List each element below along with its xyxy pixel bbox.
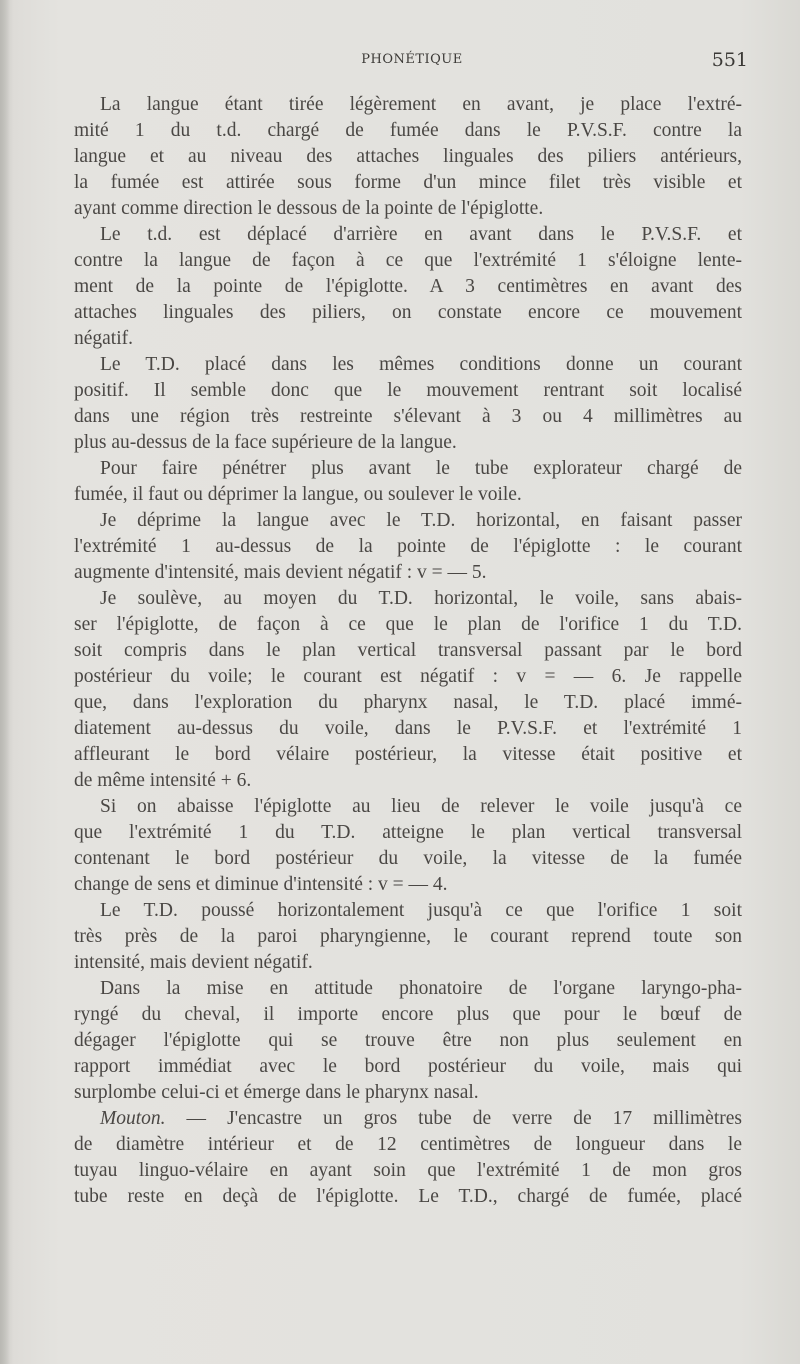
text-line (74, 1028, 742, 1054)
line-text: positif. Il semble donc que le mouvement rentrant soit localisé (74, 380, 742, 401)
text-line (74, 92, 742, 118)
line-text: Le T.D. placé dans les mêmes conditions donne un courant (100, 354, 742, 375)
line-text: postérieur du voile; le courant est négatif : v = — 6. Je rappelle (74, 666, 742, 687)
line-text: ryngé du cheval, il importe encore plus que pour le bœuf de (74, 1004, 742, 1025)
page-number: 551 (711, 49, 748, 71)
line-text: que l'extrémité 1 du T.D. atteigne le plan vertical transversal (74, 822, 742, 843)
text-line (74, 664, 742, 690)
line-text: fumée, il faut ou déprimer la langue, ou soulever le voile. (74, 484, 522, 505)
text-line (74, 1158, 742, 1184)
line-text: de diamètre intérieur et de 12 centimètres de longueur dans le (74, 1134, 742, 1155)
text-line (74, 222, 742, 248)
text-line (74, 274, 742, 300)
line-text: surplombe celui-ci et émerge dans le pharynx nasal. (74, 1082, 479, 1103)
line-text: augmente d'intensité, mais devient négatif : v = — 5. (74, 562, 487, 583)
text-line (74, 586, 742, 612)
line-text: Je soulève, au moyen du T.D. horizontal, le voile, sans abais- (100, 588, 742, 609)
text-line (74, 196, 742, 222)
text-line (74, 300, 742, 326)
line-text: La langue étant tirée légèrement en avant, je place l'extré- (100, 94, 742, 115)
line-text: que, dans l'exploration du pharynx nasal, le T.D. placé immé- (74, 692, 742, 713)
line-text: l'extrémité 1 au-dessus de la pointe de l'épiglotte : le courant (74, 536, 742, 557)
text-line (74, 742, 742, 768)
text-line (74, 534, 742, 560)
line-text: soit compris dans le plan vertical transversal passant par le bord (74, 640, 742, 661)
text-line (74, 794, 742, 820)
text-line (74, 976, 742, 1002)
text-line (74, 248, 742, 274)
text-line (74, 482, 742, 508)
line-text: change de sens et diminue d'intensité : v = — 4. (74, 874, 448, 895)
line-text: ser l'épiglotte, de façon à ce que le plan de l'orifice 1 du T.D. (74, 614, 742, 635)
text-line (74, 690, 742, 716)
text-line (74, 1080, 742, 1106)
line-text: intensité, mais devient négatif. (74, 952, 313, 973)
line-text: affleurant le bord vélaire postérieur, la vitesse était positive et (74, 744, 742, 765)
text-line (74, 846, 742, 872)
line-text: rapport immédiat avec le bord postérieur du voile, mais qui (74, 1056, 742, 1077)
line-text: ayant comme direction le dessous de la pointe de l'épiglotte. (74, 198, 544, 219)
line-text: Le t.d. est déplacé d'arrière en avant dans le P.V.S.F. et (100, 224, 742, 245)
line-text: dans une région très restreinte s'élevant à 3 ou 4 millimètres au (74, 406, 742, 427)
text-line (74, 1002, 742, 1028)
line-text: contenant le bord postérieur du voile, la vitesse de la fumée (74, 848, 742, 869)
line-text: contre la langue de façon à ce que l'extrémité 1 s'éloigne lente- (74, 250, 742, 271)
italic-heading: Mouton. (100, 1108, 166, 1129)
text-line (74, 638, 742, 664)
line-text: Le T.D. poussé horizontalement jusqu'à ce que l'orifice 1 soit (100, 900, 742, 921)
text-line (74, 378, 742, 404)
text-line (74, 404, 742, 430)
text-line (74, 716, 742, 742)
text-line (74, 1132, 742, 1158)
running-head-title: PHONÉTIQUE (361, 52, 463, 67)
line-text: Je déprime la langue avec le T.D. horizontal, en faisant passer (100, 510, 742, 531)
text-line (74, 456, 742, 482)
line-text: de même intensité + 6. (74, 770, 252, 791)
text-line (74, 1106, 742, 1132)
text-line (74, 898, 742, 924)
text-line (74, 612, 742, 638)
line-text: tube reste en deçà de l'épiglotte. Le T.D., chargé de fumée, placé (74, 1186, 742, 1207)
line-text: dégager l'épiglotte qui se trouve être non plus seulement en (74, 1030, 742, 1051)
line-text: langue et au niveau des attaches linguales des piliers antérieurs, (74, 146, 742, 167)
text-line (74, 326, 742, 352)
line-text: attaches linguales des piliers, on constate encore ce mouvement (74, 302, 742, 323)
page-edge-shadow (0, 0, 10, 1364)
line-text: négatif. (74, 328, 134, 349)
text-line (74, 872, 742, 898)
text-line (74, 118, 742, 144)
text-line (74, 820, 742, 846)
text-line (74, 1054, 742, 1080)
text-line (74, 144, 742, 170)
text-line (74, 170, 742, 196)
line-text: mité 1 du t.d. chargé de fumée dans le P.V.S.F. contre la (74, 120, 742, 141)
line-text: plus au-dessus de la face supérieure de la langue. (74, 432, 457, 453)
text-line (74, 560, 742, 586)
text-line (74, 950, 742, 976)
line-text: Si on abaisse l'épiglotte au lieu de relever le voile jusqu'à ce (100, 796, 742, 817)
text-line (74, 924, 742, 950)
body-text (74, 92, 742, 1210)
text-line (74, 768, 742, 794)
text-line (74, 1184, 742, 1210)
line-text: ment de la pointe de l'épiglotte. A 3 centimètres en avant des (74, 276, 742, 297)
line-text: la fumée est attirée sous forme d'un mince filet très visible et (74, 172, 742, 193)
line-text: diatement au-dessus du voile, dans le P.V.S.F. et l'extrémité 1 (74, 718, 742, 739)
running-head (76, 49, 748, 72)
text-line (74, 508, 742, 534)
line-text: très près de la paroi pharyngienne, le courant reprend toute son (74, 926, 742, 947)
text-line (74, 430, 742, 456)
line-text: — J'encastre un gros tube de verre de 17 millimètres (165, 1108, 742, 1129)
line-text: Dans la mise en attitude phonatoire de l'organe laryngo-pha- (100, 978, 742, 999)
line-text: tuyau linguo-vélaire en ayant soin que l'extrémité 1 de mon gros (74, 1160, 742, 1181)
text-line (74, 352, 742, 378)
line-text: Pour faire pénétrer plus avant le tube explorateur chargé de (100, 458, 742, 479)
